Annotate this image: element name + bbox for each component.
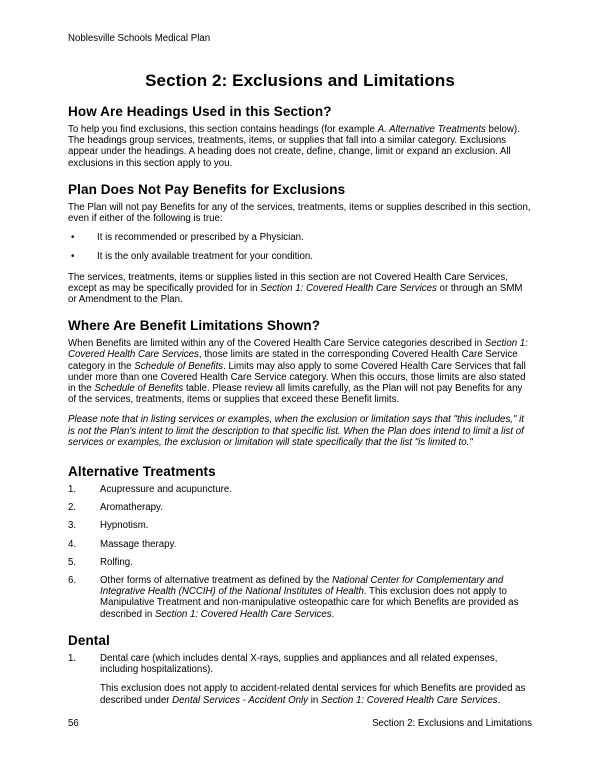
- document-header: Noblesville Schools Medical Plan: [68, 33, 211, 44]
- text-run: below). The headings group services, treatments, items, or supplies that fall into a similar category. Exclusions appear under the headings. A heading does not create, define, change, limit or expand an exclusion. All exclusions in this section apply to you.: [68, 124, 520, 169]
- text-run-italic: A. Alternative Treatments: [377, 124, 486, 135]
- paragraph-limitations-detail: [68, 338, 532, 405]
- numbered-item: [68, 484, 532, 495]
- text-run: This exclusion does not apply to accident-related dental services for which Benefits are provided as described under: [100, 683, 526, 706]
- heading-plan-does-not-pay: Plan Does Not Pay Benefits for Exclusions: [68, 181, 346, 197]
- item-number: 2.: [68, 502, 77, 514]
- text-run: .: [331, 608, 335, 620]
- item-text: Hypnotism.: [100, 520, 149, 532]
- item-number: 3.: [68, 520, 77, 532]
- item-text: Aromatherapy.: [100, 502, 163, 514]
- text-run-italic: Section 1: Covered Health Care Services: [154, 608, 332, 620]
- numbered-item: [68, 502, 532, 513]
- item-number: 4.: [68, 538, 77, 550]
- heading-alternative-treatments: Alternative Treatments: [68, 464, 216, 480]
- text-run: The services, treatments, items or supplies listed in this section are not Covered Health Care Services, except as may be specifically provided for in: [68, 271, 508, 294]
- heading-where-are-limitations: Where Are Benefit Limitations Shown?: [68, 318, 321, 334]
- bullet-icon: •: [71, 251, 75, 263]
- text-run: .: [497, 694, 501, 706]
- footer-section-label: Section 2: Exclusions and Limitations: [372, 717, 532, 729]
- paragraph-please-note: Please note that in listing services or examples, when the exclusion or limitation says that "this includes," it is not the Plan's intent to limit the description to that specific list. When the Plan does intend to limit a list of services or examples, the exclusion or limitation will state specifically that the list "is limited to.": [68, 414, 524, 448]
- heading-how-are-headings-used: How Are Headings Used in this Section?: [68, 104, 332, 119]
- item-number: 5.: [68, 556, 77, 568]
- item-text: Rolfing.: [100, 556, 133, 568]
- bullet-item: [68, 232, 532, 243]
- text-run-italic: Dental Services - Accident Only: [172, 694, 309, 706]
- bullet-item: [68, 251, 532, 262]
- numbered-item: [68, 520, 532, 531]
- text-run-italic: Schedule of Benefits: [134, 360, 224, 372]
- text-run: or through an SMM or Amendment to the Plan.: [68, 282, 523, 306]
- item-text: Massage therapy.: [100, 538, 177, 550]
- paragraph-not-covered: [68, 272, 532, 306]
- text-run: Other forms of alternative treatment as defined by the: [100, 575, 333, 587]
- text-run: . This exclusion does not apply to Manipulative Treatment and non-manipulative osteopathic care for which Benefits are provided as described in: [100, 586, 519, 620]
- numbered-item: [68, 557, 532, 568]
- text-run: . Limits may also apply to some Covered Health Care Services that fall under more than one Covered Health Care Service category. When this occurs, those limits are also stated in the: [68, 360, 526, 395]
- paragraph-headings-intro: [68, 124, 532, 169]
- item-text: Acupressure and acupuncture.: [100, 484, 232, 496]
- text-run-italic: Section 1: Covered Health Care Services: [320, 694, 498, 706]
- item-number: 1.: [68, 484, 77, 496]
- item-number: 1.: [68, 652, 77, 664]
- item-text: Dental care (which includes dental X-rays, supplies and appliances and all related expenses, including hospitalizations).: [100, 652, 498, 676]
- document-footer: [68, 718, 532, 729]
- bullet-item-text: It is recommended or prescribed by a Physician.: [97, 232, 304, 244]
- text-run: When Benefits are limited within any of the Covered Health Care Service categories described in: [68, 338, 485, 350]
- bullet-icon: •: [71, 232, 75, 244]
- text-run-italic: Schedule of Benefits: [94, 383, 184, 395]
- text-run-italic: National Center for Complementary and Integrative Health (NCCIH) of the National Institutes of Health: [100, 575, 504, 598]
- text-run: , those limits are stated in the corresponding Covered Health Care Service category in the: [68, 349, 518, 372]
- page-number: 56: [68, 717, 79, 729]
- numbered-item: [68, 539, 532, 550]
- bullet-item-text: It is the only available treatment for your condition.: [97, 251, 313, 263]
- text-run-italic: Section 1: Covered Health Care Services: [260, 282, 437, 294]
- numbered-item: [68, 575, 532, 620]
- item-number: 6.: [68, 575, 77, 587]
- text-run-italic: Section 1: Covered Health Care Services: [68, 338, 528, 361]
- text-run: To help you find exclusions, this section contains headings (for example: [68, 124, 378, 135]
- paragraph-exclusions-intro: The Plan will not pay Benefits for any of the services, treatments, items or supplies described in this section, even if either of the following is true:: [68, 201, 531, 225]
- page-title: Section 2: Exclusions and Limitations: [145, 71, 455, 90]
- paragraph-dental-note: [100, 683, 532, 705]
- text-run: in: [308, 694, 321, 706]
- heading-dental: Dental: [68, 632, 110, 648]
- text-run: table. Please review all limits carefully, as the Plan will not pay Benefits for any of the services, treatments, items or supplies that exceed these Benefit limits.: [68, 383, 523, 406]
- numbered-item: [68, 653, 532, 675]
- item-text: [100, 575, 532, 620]
